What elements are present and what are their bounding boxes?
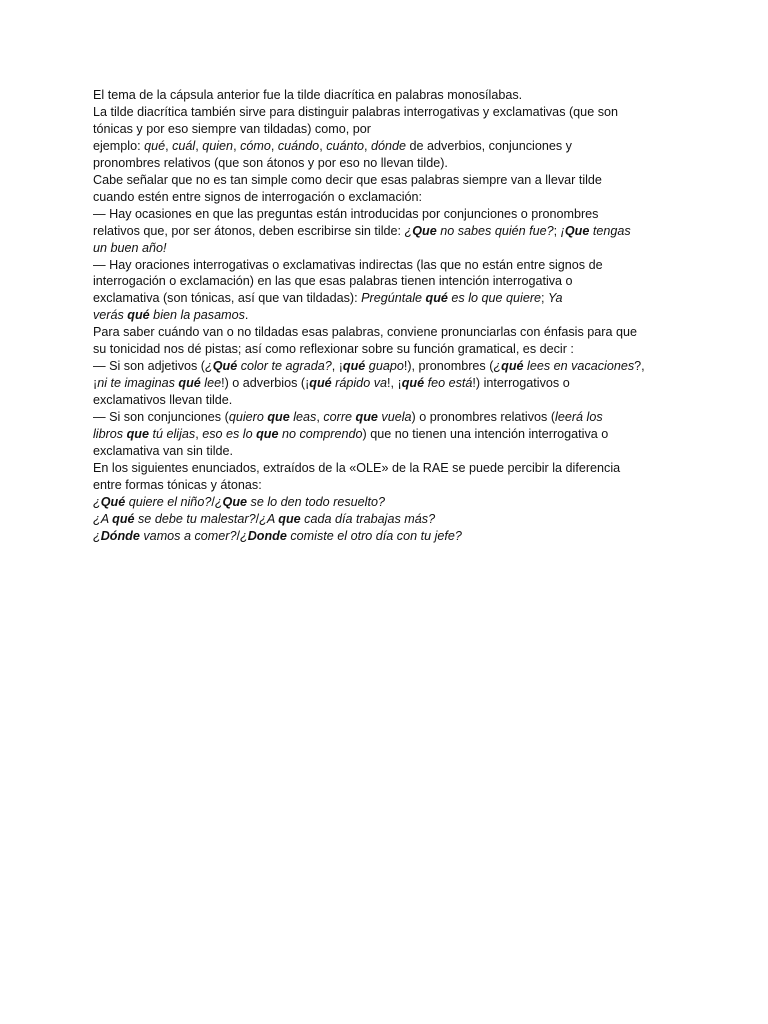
text-line	[93, 121, 676, 138]
text-run: /	[211, 494, 215, 509]
text-run: ¡	[93, 376, 98, 391]
text-run: feo está	[424, 376, 473, 391]
text-run: ¿	[214, 494, 223, 509]
text-run: En los siguientes enunciados, extraídos de la «OLE» de la RAE se puede percibir la diferencia	[93, 460, 621, 475]
text-run: ¡	[560, 223, 565, 238]
text-run: un buen año!	[93, 240, 167, 255]
text-line	[93, 138, 676, 155]
text-run: exclamativa van sin tilde.	[93, 444, 233, 459]
text-run: !, ¡	[387, 376, 402, 391]
text-run: ,	[364, 138, 371, 153]
text-run: leerá los	[555, 410, 603, 425]
text-line	[93, 392, 676, 409]
text-run: bien la pasamos	[149, 308, 245, 323]
text-line	[93, 223, 676, 240]
text-run: cuándo	[277, 138, 320, 153]
text-run: que	[256, 427, 279, 442]
text-line	[93, 189, 676, 206]
text-line	[93, 307, 676, 324]
text-run: cuánto	[326, 138, 364, 153]
text-run: — Si son conjunciones (	[93, 410, 229, 425]
text-run: Que	[222, 494, 248, 509]
text-run: ¿	[493, 359, 502, 374]
text-run: qué	[401, 376, 425, 391]
text-run: Pregúntale	[361, 291, 426, 306]
text-line	[93, 257, 676, 274]
text-run: Qué	[212, 359, 238, 374]
text-run: /	[236, 528, 240, 543]
text-run: es lo que quiere	[447, 291, 542, 306]
text-line	[93, 324, 676, 341]
text-run: Qué	[100, 494, 126, 509]
text-run: qué	[425, 291, 448, 306]
text-run: ¿	[239, 528, 248, 543]
text-line	[93, 426, 676, 443]
text-run: no sabes quién fue?	[436, 223, 554, 238]
text-run: ,	[270, 138, 278, 153]
text-run: qué	[178, 376, 201, 391]
text-run: /	[255, 511, 260, 526]
text-run: exclamativos llevan tilde.	[93, 393, 233, 408]
text-run: quiero	[228, 410, 268, 425]
text-run: ¿	[404, 223, 413, 238]
text-run: se lo den todo resuelto?	[247, 494, 385, 509]
text-run: dónde	[371, 138, 407, 153]
text-run: ,	[233, 138, 241, 153]
text-run: entre formas tónicas y átonas:	[93, 477, 262, 492]
text-run: cuando estén entre signos de interrogación o exclamación:	[93, 189, 423, 204]
text-run: ?,	[634, 359, 645, 374]
text-run: La tilde diacrítica también sirve para distinguir palabras interrogativas y exclamativas (que son	[93, 104, 618, 119]
text-run: vuela	[377, 410, 412, 425]
text-line	[93, 443, 676, 460]
text-run: ) o pronombres relativos (	[411, 410, 556, 425]
text-run: lees en vacaciones	[523, 359, 635, 374]
text-run: !) o adverbios (¡	[221, 376, 310, 391]
text-run: ,	[195, 138, 203, 153]
text-run: cuál	[172, 138, 196, 153]
text-run: leas	[289, 410, 317, 425]
text-run: ) que no tienen una intención interrogativa o	[362, 427, 609, 442]
text-run: qué	[309, 376, 332, 391]
text-run: que	[355, 410, 378, 425]
text-run: qué	[501, 359, 524, 374]
text-run: ni te imaginas	[97, 376, 179, 391]
text-line	[93, 511, 676, 528]
text-line	[93, 290, 676, 307]
text-run: cómo	[240, 138, 271, 153]
text-run: de adverbios, conjunciones y	[406, 138, 572, 153]
text-run: Para saber cuándo van o no tildadas esas palabras, conviene pronunciarlas con énfasis para que	[93, 325, 637, 340]
text-run: qué	[112, 511, 135, 526]
text-run: su tonicidad nos dé pistas; así como reflexionar sobre su función gramatical, es decir :	[93, 342, 574, 357]
text-run: ;	[541, 291, 549, 306]
text-run: ejemplo:	[93, 138, 145, 153]
text-run: Ya	[548, 291, 563, 306]
text-run: guapo	[365, 359, 404, 374]
text-line	[93, 460, 676, 477]
text-run: Donde	[247, 528, 287, 543]
text-run: que	[267, 410, 290, 425]
text-run: quien	[202, 138, 234, 153]
text-run: se debe tu malestar?	[134, 511, 256, 526]
text-run: cada día trabajas más?	[300, 511, 436, 526]
text-run: no comprendo	[278, 427, 363, 442]
text-line	[93, 273, 676, 290]
text-run: — Hay ocasiones en que las preguntas están introducidas por conjunciones o pronombres	[93, 206, 599, 221]
text-run: ¿A	[93, 511, 113, 526]
document-text	[93, 87, 676, 545]
text-run: quiere el niño?	[125, 494, 212, 509]
text-run: El tema de la cápsula anterior fue la tilde diacrítica en palabras monosílabas.	[93, 88, 523, 102]
text-run: lee	[200, 376, 222, 391]
text-run: — Si son adjetivos (	[93, 359, 205, 374]
text-run: ¿	[93, 528, 101, 543]
text-run: qué	[342, 359, 366, 374]
text-run: Que	[412, 223, 437, 238]
text-run: qué	[127, 308, 150, 323]
text-run: verás	[93, 308, 128, 323]
text-run: !) interrogativos o	[472, 376, 570, 391]
text-line	[93, 477, 676, 494]
text-run: color te agrada?	[237, 359, 332, 374]
text-run: rápido va	[331, 376, 387, 391]
text-run: exclamativa (son tónicas, así que van tildadas):	[93, 291, 362, 306]
text-line	[93, 494, 676, 511]
text-run: Dónde	[100, 528, 140, 543]
text-line	[93, 87, 676, 104]
text-run: ,	[319, 138, 327, 153]
text-line	[93, 240, 676, 257]
text-run: tú elijas	[148, 427, 196, 442]
text-run: qué	[144, 138, 166, 153]
text-run: — Hay oraciones interrogativas o exclamativas indirectas (las que no están entre signos de	[93, 257, 603, 272]
text-run: ¿A	[259, 511, 279, 526]
text-run: ,	[195, 427, 203, 442]
text-run: corre	[323, 410, 356, 425]
text-run: ¿	[93, 494, 101, 509]
text-line	[93, 172, 676, 189]
text-run: ,	[165, 138, 173, 153]
text-run: Cabe señalar que no es tan simple como decir que esas palabras siempre van a llevar tilde	[93, 172, 602, 187]
text-line	[93, 104, 676, 121]
text-line	[93, 358, 676, 375]
text-line	[93, 155, 676, 172]
text-run: tónicas y por eso siempre van tildadas) como, por	[93, 121, 371, 136]
text-run: pronombres relativos (que son átonos y por eso no llevan tilde).	[93, 155, 448, 170]
text-run: ,	[316, 410, 324, 425]
text-line	[93, 206, 676, 223]
text-run: que	[126, 427, 149, 442]
text-run: , ¡	[331, 359, 343, 374]
text-run: !), pronombres (	[403, 359, 494, 374]
text-run: eso es lo	[202, 427, 257, 442]
text-line	[93, 375, 676, 392]
text-run: vamos a comer?	[139, 528, 237, 543]
text-run: interrogación o exclamación) en las que esas palabras tienen intención interrogativa o	[93, 274, 573, 289]
text-run: .	[244, 308, 249, 323]
text-run: comiste el otro día con tu jefe?	[286, 528, 462, 543]
text-run: que	[278, 511, 301, 526]
text-line	[93, 409, 676, 426]
text-run: tengas	[589, 223, 631, 238]
text-line	[93, 341, 676, 358]
text-run: ¿	[205, 359, 213, 374]
text-run: ;	[553, 223, 561, 238]
text-run: libros	[93, 427, 127, 442]
text-run: Que	[564, 223, 590, 238]
text-line	[93, 528, 676, 545]
text-run: relativos que, por ser átonos, deben escribirse sin tilde:	[93, 223, 405, 238]
